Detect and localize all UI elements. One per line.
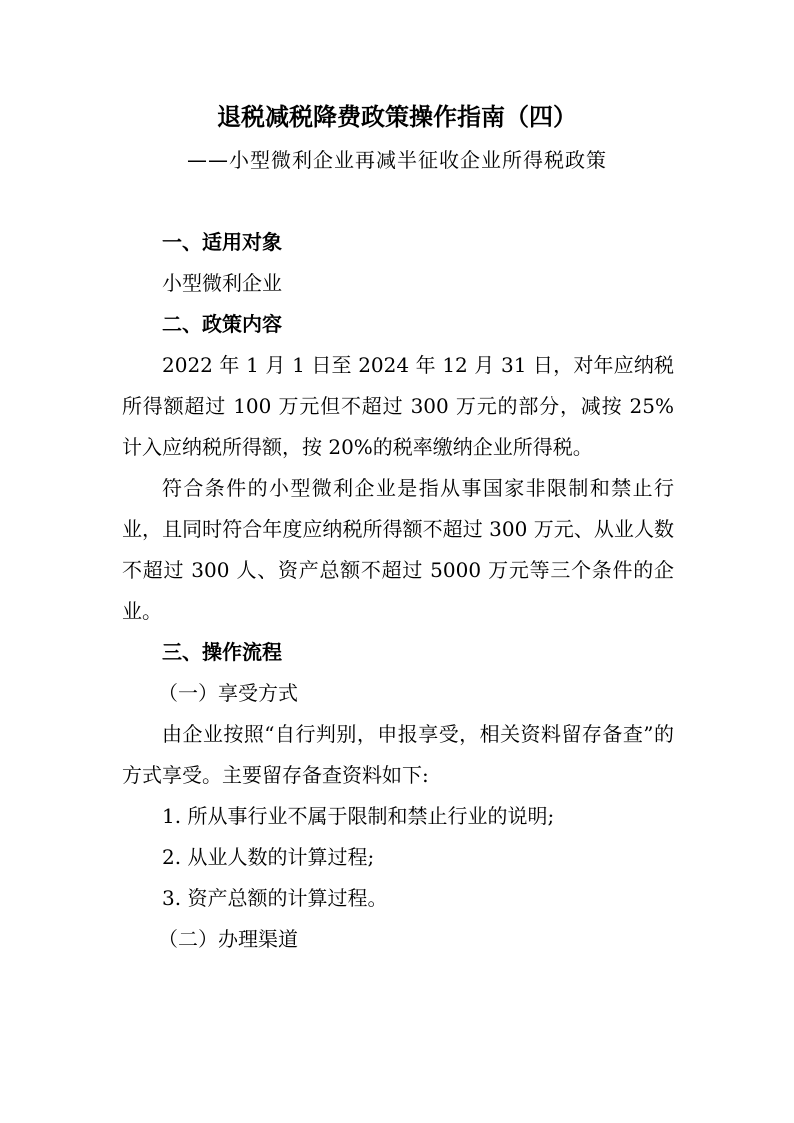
list-item: 1. 所从事行业不属于限制和禁止行业的说明; bbox=[162, 804, 555, 828]
section-heading-policy: 二、政策内容 bbox=[162, 312, 282, 336]
applicable-text: 小型微利企业 bbox=[162, 271, 282, 295]
method-paragraph: 由企业按照“自行判别，申报享受，相关资料留存备查”的方式享受。主要留存备查资料如下: bbox=[122, 722, 674, 787]
list-item: 2. 从业人数的计算过程; bbox=[162, 845, 375, 869]
section-heading-applicable: 一、适用对象 bbox=[162, 230, 282, 254]
document-body bbox=[122, 222, 674, 960]
subsection-heading-method: （一）享受方式 bbox=[158, 681, 298, 705]
policy-paragraph-1: 2022 年 1 月 1 日至 2024 年 12 月 31 日，对年应纳税所得额超过 100 万元但不超过 300 万元的部分，减按 25%计入应纳税所得额，按 20%的税率缴纳企业所得税。 bbox=[122, 353, 674, 459]
subsection-heading-channel: （二）办理渠道 bbox=[158, 927, 298, 951]
document-subtitle: ——小型微利企业再减半征收企业所得税政策 bbox=[187, 148, 607, 172]
document-title: 退税减税降费政策操作指南（四） bbox=[217, 102, 577, 131]
list-item: 3. 资产总额的计算过程。 bbox=[162, 886, 388, 910]
section-heading-procedure: 三、操作流程 bbox=[162, 640, 282, 664]
policy-paragraph-2: 符合条件的小型微利企业是指从事国家非限制和禁止行业，且同时符合年度应纳税所得额不超过 300 万元、从业人数不超过 300 人、资产总额不超过 5000 万元等三个条件的企业。 bbox=[122, 476, 674, 623]
